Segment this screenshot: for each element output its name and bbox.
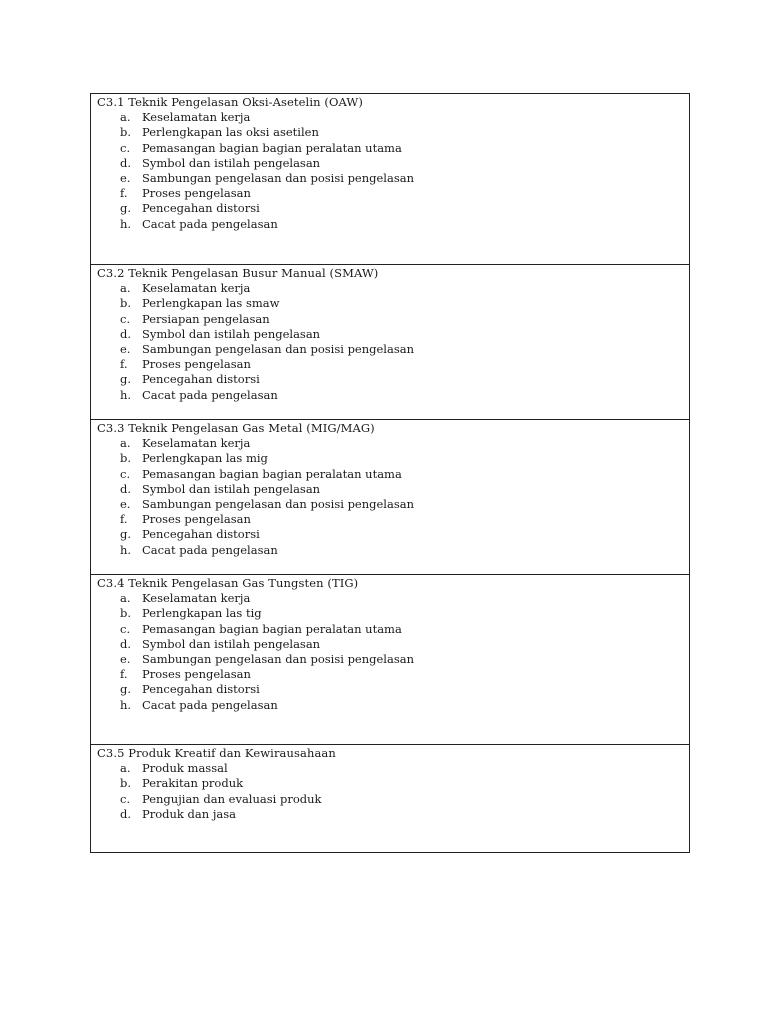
list-item xyxy=(97,698,683,713)
list-item-text: Cacat pada pengelasan xyxy=(142,216,278,231)
list-item xyxy=(97,296,683,311)
list-marker: f. xyxy=(120,186,128,201)
list-item-text: Keselamatan kerja xyxy=(142,436,251,451)
list-item-text: Pengujian dan evaluasi produk xyxy=(142,791,322,806)
list-item xyxy=(97,357,683,372)
list-item-text: Perlengkapan las smaw xyxy=(142,296,280,311)
list-item-text: Sambungan pengelasan dan posisi pengelasan xyxy=(142,171,415,186)
list-item xyxy=(97,201,683,216)
list-item-text: Persiapan pengelasan xyxy=(142,311,270,326)
list-marker: f. xyxy=(120,512,128,527)
list-item xyxy=(97,217,683,232)
list-item xyxy=(97,807,683,822)
list-item xyxy=(97,171,683,186)
list-marker: a. xyxy=(120,761,131,776)
list-item-text: Pemasangan bagian bagian peralatan utama xyxy=(142,621,402,636)
list-marker: g. xyxy=(120,682,132,697)
list-item-text: Keselamatan kerja xyxy=(142,281,251,296)
list-item-text: Proses pengelasan xyxy=(142,667,251,682)
item-list xyxy=(97,761,683,822)
section-c3-5 xyxy=(91,744,689,852)
list-item-text: Pencegahan distorsi xyxy=(142,372,260,387)
list-item xyxy=(97,436,683,451)
item-list xyxy=(97,281,683,403)
list-marker: f. xyxy=(120,357,128,372)
list-marker: h. xyxy=(120,697,132,712)
list-marker: d. xyxy=(120,636,132,651)
list-item xyxy=(97,527,683,542)
list-item xyxy=(97,342,683,357)
list-marker: g. xyxy=(120,372,132,387)
list-item xyxy=(97,327,683,342)
list-item xyxy=(97,312,683,327)
list-item xyxy=(97,186,683,201)
list-item-text: Pencegahan distorsi xyxy=(142,201,260,216)
list-item-text: Keselamatan kerja xyxy=(142,110,251,125)
list-item xyxy=(97,125,683,140)
list-marker: d. xyxy=(120,326,132,341)
list-marker: b. xyxy=(120,606,132,621)
section-title: C3.4 Teknik Pengelasan Gas Tungsten (TIG) xyxy=(97,576,359,590)
list-item-text: Proses pengelasan xyxy=(142,357,251,372)
item-list xyxy=(97,436,683,558)
list-marker: e. xyxy=(120,652,131,667)
list-item-text: Pencegahan distorsi xyxy=(142,527,260,542)
list-item xyxy=(97,451,683,466)
list-marker: a. xyxy=(120,591,131,606)
list-item xyxy=(97,512,683,527)
list-item xyxy=(97,667,683,682)
list-item-text: Perlengkapan las tig xyxy=(142,606,262,621)
list-item xyxy=(97,497,683,512)
list-marker: g. xyxy=(120,527,132,542)
list-item-text: Symbol dan istilah pengelasan xyxy=(142,155,321,170)
list-item xyxy=(97,776,683,791)
section-title: C3.3 Teknik Pengelasan Gas Metal (MIG/MAG) xyxy=(97,421,375,435)
list-item-text: Produk dan jasa xyxy=(142,806,237,821)
list-item xyxy=(97,141,683,156)
list-item-text: Pencegahan distorsi xyxy=(142,682,260,697)
list-item xyxy=(97,156,683,171)
list-marker: h. xyxy=(120,387,132,402)
list-item xyxy=(97,652,683,667)
list-item xyxy=(97,622,683,637)
list-item xyxy=(97,792,683,807)
list-item-text: Perakitan produk xyxy=(142,776,244,791)
list-marker: f. xyxy=(120,667,128,682)
list-item-text: Pemasangan bagian bagian peralatan utama xyxy=(142,140,402,155)
list-item xyxy=(97,281,683,296)
list-marker: b. xyxy=(120,125,132,140)
list-marker: a. xyxy=(120,436,131,451)
section-c3-1 xyxy=(91,94,689,264)
list-item-text: Symbol dan istilah pengelasan xyxy=(142,636,321,651)
list-item xyxy=(97,682,683,697)
list-item xyxy=(97,388,683,403)
list-marker: c. xyxy=(120,466,131,481)
list-item xyxy=(97,467,683,482)
syllabus-table xyxy=(90,93,690,853)
item-list xyxy=(97,110,683,232)
list-item-text: Sambungan pengelasan dan posisi pengelasan xyxy=(142,342,415,357)
list-marker: c. xyxy=(120,621,131,636)
list-item-text: Produk massal xyxy=(142,761,228,776)
list-item-text: Symbol dan istilah pengelasan xyxy=(142,326,321,341)
list-marker: a. xyxy=(120,281,131,296)
list-marker: c. xyxy=(120,311,131,326)
list-marker: c. xyxy=(120,140,131,155)
list-item xyxy=(97,606,683,621)
list-item-text: Proses pengelasan xyxy=(142,186,251,201)
list-item-text: Cacat pada pengelasan xyxy=(142,697,278,712)
list-item xyxy=(97,591,683,606)
section-title: C3.5 Produk Kreatif dan Kewirausahaan xyxy=(97,746,336,760)
list-marker: e. xyxy=(120,171,131,186)
section-c3-2 xyxy=(91,264,689,419)
list-marker: d. xyxy=(120,806,132,821)
list-marker: h. xyxy=(120,542,132,557)
list-item xyxy=(97,482,683,497)
list-item-text: Cacat pada pengelasan xyxy=(142,387,278,402)
list-marker: a. xyxy=(120,110,131,125)
list-marker: b. xyxy=(120,776,132,791)
list-marker: h. xyxy=(120,216,132,231)
list-item-text: Perlengkapan las oksi asetilen xyxy=(142,125,319,140)
list-item xyxy=(97,637,683,652)
list-item-text: Symbol dan istilah pengelasan xyxy=(142,481,321,496)
list-item-text: Keselamatan kerja xyxy=(142,591,251,606)
section-c3-3 xyxy=(91,419,689,574)
list-item-text: Cacat pada pengelasan xyxy=(142,542,278,557)
list-marker: b. xyxy=(120,296,132,311)
list-item xyxy=(97,110,683,125)
list-marker: d. xyxy=(120,481,132,496)
list-item-text: Proses pengelasan xyxy=(142,512,251,527)
section-title: C3.2 Teknik Pengelasan Busur Manual (SMAW) xyxy=(97,266,379,280)
section-title: C3.1 Teknik Pengelasan Oksi-Asetelin (OAW) xyxy=(97,95,363,109)
section-c3-4 xyxy=(91,574,689,744)
list-item-text: Sambungan pengelasan dan posisi pengelasan xyxy=(142,497,415,512)
list-item xyxy=(97,761,683,776)
list-item-text: Pemasangan bagian bagian peralatan utama xyxy=(142,466,402,481)
list-marker: c. xyxy=(120,791,131,806)
item-list xyxy=(97,591,683,713)
list-marker: e. xyxy=(120,342,131,357)
list-marker: g. xyxy=(120,201,132,216)
list-item-text: Perlengkapan las mig xyxy=(142,451,268,466)
list-item xyxy=(97,372,683,387)
list-marker: b. xyxy=(120,451,132,466)
list-item-text: Sambungan pengelasan dan posisi pengelasan xyxy=(142,652,415,667)
list-item xyxy=(97,543,683,558)
list-marker: d. xyxy=(120,155,132,170)
list-marker: e. xyxy=(120,497,131,512)
